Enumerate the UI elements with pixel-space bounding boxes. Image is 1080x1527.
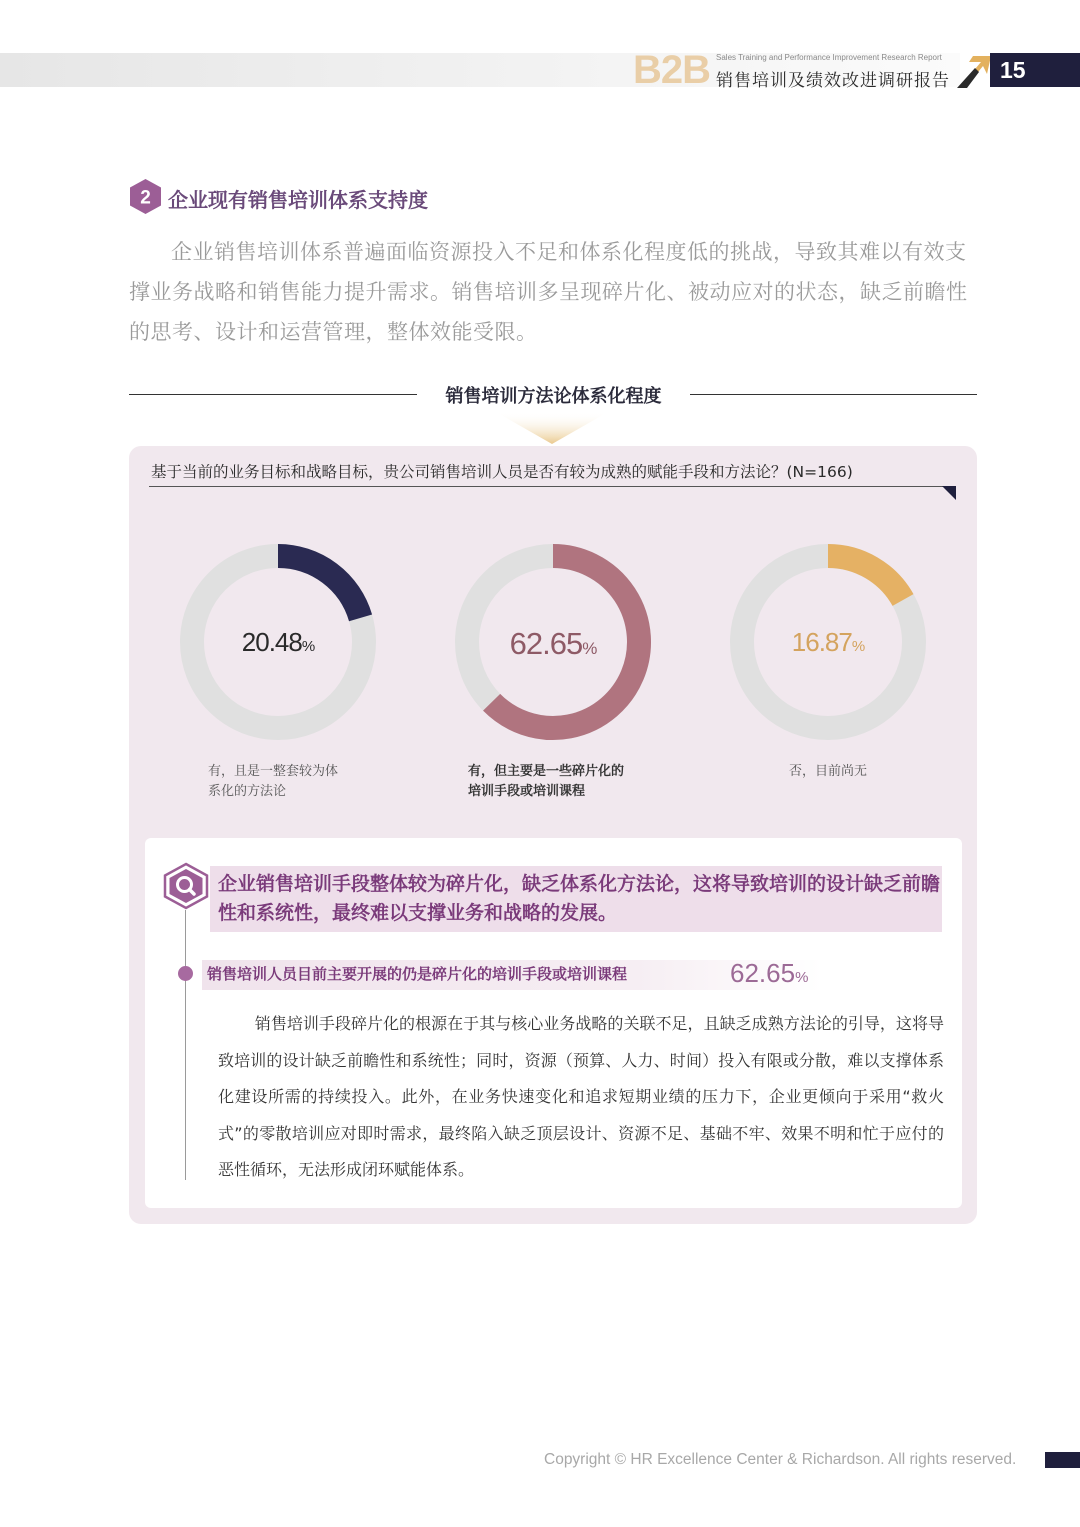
donut-label-2 bbox=[468, 762, 624, 802]
header-subtitle-cn: 销售培训及绩效改进调研报告 bbox=[716, 71, 950, 91]
section-number-badge bbox=[129, 178, 162, 215]
svg-text:62.65% bbox=[510, 626, 598, 661]
donut-label-3-line-1: 否，目前尚无 bbox=[789, 764, 868, 779]
donut-value-3: 16.87 bbox=[791, 627, 852, 657]
bullet-text: 销售培训人员目前主要开展的仍是碎片化的培训手段或培训课程 bbox=[207, 965, 628, 983]
insight-body: 销售培训手段碎片化的根源在于其与核心业务战略的关联不足，且缺乏成熟方法论的引导，这将导致培训的设计缺乏前瞻性和系统性；同时，资源（预算、人力、时间）投入有限或分散，难以支撑体系化建设所需的持续投入。此外，在业务快速变化和追求短期业绩的压力下，企业更倾向于采用“救火式”的零散培训应对即时需求，最终陷入缺乏顶层设计、资源不足、基础不牢、效果不明和忙于应付的恶性循环，无法形成闭环赋能体系。 bbox=[218, 1014, 944, 1179]
corner-marker-icon bbox=[942, 486, 956, 500]
search-icon bbox=[163, 862, 209, 910]
donut-value-2: 62.65 bbox=[509, 626, 583, 661]
donut-label-3 bbox=[789, 762, 867, 782]
donut-unit-2: % bbox=[582, 639, 597, 658]
arrow-icon bbox=[955, 54, 991, 88]
donut-label-1 bbox=[208, 762, 338, 802]
title-rule-right bbox=[690, 394, 977, 395]
svg-text:16.87% bbox=[792, 627, 865, 657]
donut-unit-3: % bbox=[851, 638, 865, 655]
copyright: Copyright © HR Excellence Center & Richardson. All rights reserved. bbox=[544, 1451, 1017, 1468]
chart-title: 销售培训方法论体系化程度 bbox=[445, 386, 662, 407]
donut-label-1-line-1: 有，且是一整套较为体 bbox=[208, 764, 339, 779]
bullet-value-number: 62.65 bbox=[730, 958, 796, 988]
donut-chart-3 bbox=[729, 543, 927, 741]
title-rule-left bbox=[129, 394, 417, 395]
question-underline bbox=[149, 486, 954, 487]
intro-paragraph: 企业销售培训体系普遍面临资源投入不足和体系化程度低的挑战，导致其难以有效支撑业务战略和销售能力提升需求。销售培训多呈现碎片化、被动应对的状态，缺乏前瞻性的思考、设计和运营管理，整体效能受限。 bbox=[129, 240, 968, 344]
donut-segment-1 bbox=[278, 556, 361, 618]
bullet-dot bbox=[178, 966, 193, 981]
donut-label-2-line-1: 有，但主要是一些碎片化的 bbox=[468, 764, 625, 779]
donut-value-1: 20.48 bbox=[241, 627, 302, 657]
header-subtitle-en: Sales Training and Performance Improvement Research Report bbox=[716, 53, 942, 62]
footer-bar bbox=[1045, 1452, 1080, 1468]
survey-question: 基于当前的业务目标和战略目标，贵公司销售培训人员是否有较为成熟的赋能手段和方法论？(N=166) bbox=[151, 463, 853, 481]
donut-unit-1: % bbox=[301, 638, 315, 655]
b2b-logo: B2B bbox=[633, 48, 711, 92]
chevron-down-icon bbox=[496, 412, 608, 444]
bullet-value bbox=[730, 958, 808, 989]
donut-label-1-line-2: 系化的方法论 bbox=[208, 784, 287, 799]
page-number: 15 bbox=[1000, 57, 1026, 83]
donut-chart-2 bbox=[454, 543, 652, 741]
insight-headline: 企业销售培训手段整体较为碎片化，缺乏体系化方法论，这将导致培训的设计缺乏前瞻性和系统性，最终难以支撑业务和战略的发展。 bbox=[218, 873, 941, 924]
donut-segment-3 bbox=[828, 556, 903, 600]
section-title: 企业现有销售培训体系支持度 bbox=[168, 188, 428, 212]
donut-chart-1 bbox=[179, 543, 377, 741]
bullet-value-unit: % bbox=[795, 969, 809, 986]
timeline-line bbox=[185, 910, 186, 1180]
section-number: 2 bbox=[140, 187, 151, 209]
donut-label-2-line-2: 培训手段或培训课程 bbox=[468, 784, 586, 799]
svg-text:20.48% bbox=[242, 627, 315, 657]
